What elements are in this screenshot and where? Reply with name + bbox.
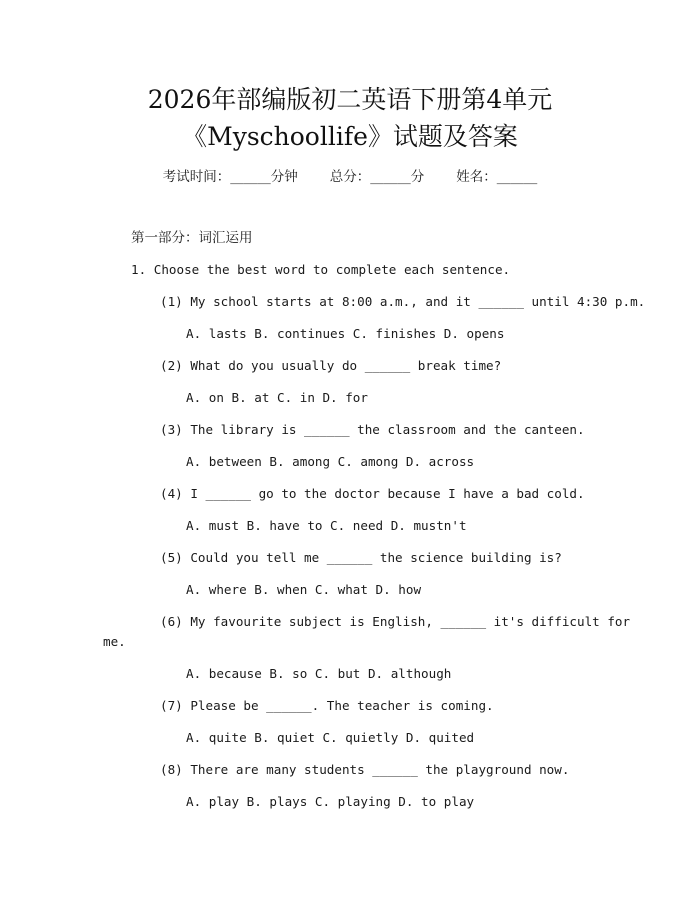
question-1-item-4-stem: (4) I ______ go to the doctor because I have a bad cold. xyxy=(160,486,585,501)
question-1-item-3-options: A. between B. among C. among D. across xyxy=(186,454,475,469)
exam-meta xyxy=(0,168,700,186)
page-title-line-1: 2026年部编版初二英语下册第4单元 xyxy=(147,85,553,114)
page-title-line-2: 《Myschoollife》试题及答案 xyxy=(182,122,518,151)
question-1-item-1-options: A. lasts B. continues C. finishes D. opens xyxy=(186,326,505,341)
total-score-label: 总分：______分 xyxy=(329,169,425,185)
question-1-item-7-options: A. quite B. quiet C. quietly D. quited xyxy=(186,730,475,745)
question-1-item-8-stem: (8) There are many students ______ the playground now. xyxy=(160,762,570,777)
question-1-item-2-options: A. on B. at C. in D. for xyxy=(186,390,368,405)
question-1-item-6-options: A. because B. so C. but D. although xyxy=(186,666,452,681)
question-1-item-8-options: A. play B. plays C. playing D. to play xyxy=(186,794,475,809)
question-1-item-6-stem-continued: me. xyxy=(103,634,126,649)
question-1-item-5-options: A. where B. when C. what D. how xyxy=(186,582,422,597)
question-1-item-3-stem: (3) The library is ______ the classroom and the canteen. xyxy=(160,422,585,437)
question-1-item-4-options: A. must B. have to C. need D. mustn't xyxy=(186,518,467,533)
student-name-label: 姓名：______ xyxy=(456,169,538,185)
question-1-item-5-stem: (5) Could you tell me ______ the science building is? xyxy=(160,550,562,565)
section-heading: 第一部分：词汇运用 xyxy=(131,230,253,246)
question-1-item-6-stem: (6) My favourite subject is English, ______ it's difficult for xyxy=(160,614,631,629)
question-1-item-1-stem: (1) My school starts at 8:00 a.m., and it ______ until 4:30 p.m. xyxy=(160,294,646,309)
question-1-item-2-stem: (2) What do you usually do ______ break time? xyxy=(160,358,502,373)
exam-time-label: 考试时间：______分钟 xyxy=(162,169,298,185)
question-1-prompt: 1. Choose the best word to complete each sentence. xyxy=(131,262,511,277)
question-1-item-7-stem: (7) Please be ______. The teacher is coming. xyxy=(160,698,494,713)
